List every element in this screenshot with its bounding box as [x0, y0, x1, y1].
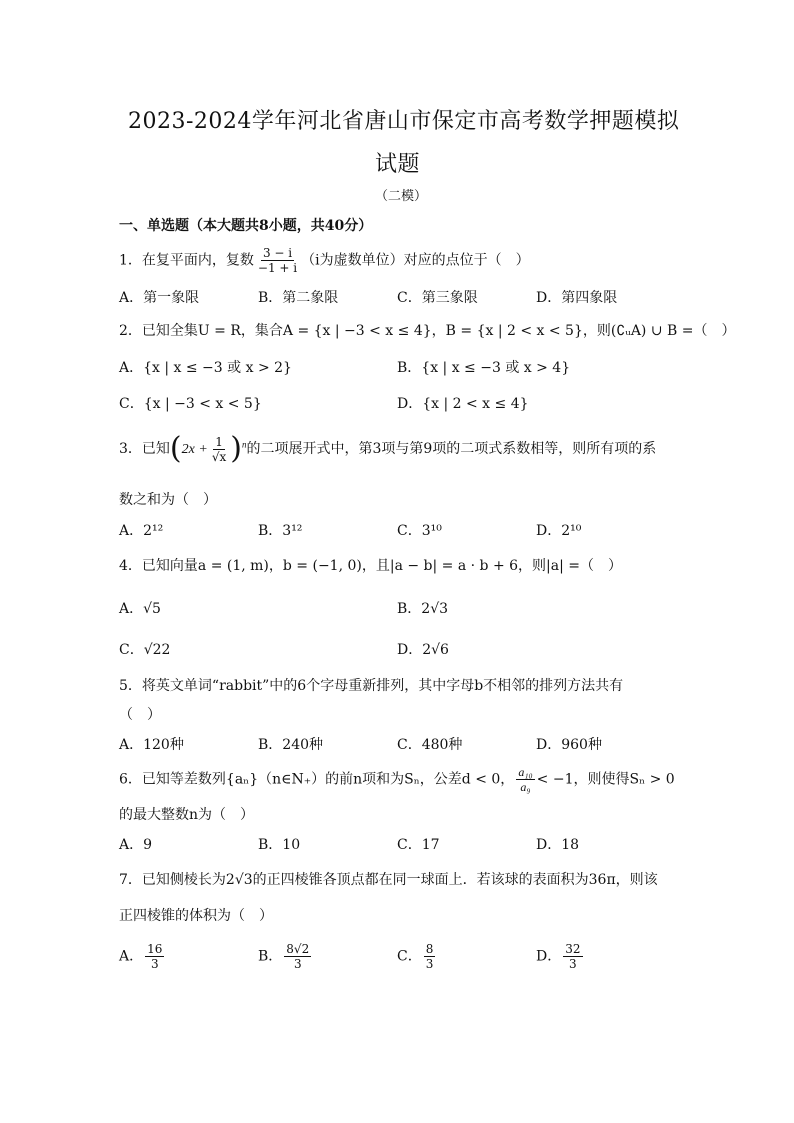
option-label: B．	[258, 948, 283, 965]
fraction-denominator: −1 + i	[257, 261, 298, 275]
q1-option-a[interactable]: A．第一象限	[119, 290, 200, 306]
q3-option-b[interactable]: B．3¹²	[258, 523, 303, 539]
question-2: 2．已知全集U = R，集合A = {x | −3 < x ≤ 4}，B = {x | 2 < x < 5}，则(∁ᵤA) ∪ B =（ ）	[119, 323, 736, 339]
section-heading: 一、单选题（本大题共8小题，共40分）	[119, 218, 373, 234]
question-1	[119, 246, 530, 275]
option-label: C．	[397, 948, 422, 965]
fraction-denominator: a₉	[520, 780, 531, 794]
question-3-expr: 2x +	[181, 442, 208, 457]
page-title-line1: 2023-2024学年河北省唐山市保定市高考数学押题模拟	[128, 109, 680, 134]
question-1-post: （i为虚数单位）对应的点位于（ ）	[301, 252, 530, 269]
q7-option-a[interactable]	[119, 942, 166, 971]
q6-option-c[interactable]: C．17	[397, 837, 440, 853]
option-fraction	[424, 942, 436, 971]
q7-option-c[interactable]	[397, 942, 437, 971]
left-paren-icon: (	[169, 431, 182, 466]
q2-option-d[interactable]: D．{x | 2 < x ≤ 4}	[397, 396, 529, 412]
q1-option-b[interactable]: B．第二象限	[258, 290, 339, 306]
q2-option-b[interactable]: B．{x | x ≤ −3 或 x > 4}	[397, 360, 571, 376]
q5-option-b[interactable]: B．240种	[258, 737, 324, 753]
question-6	[119, 765, 675, 794]
right-paren-icon: )	[230, 431, 242, 466]
q3-option-a[interactable]: A．2¹²	[119, 523, 164, 539]
fraction-numerator: a₁₀	[518, 765, 533, 779]
question-3-line2: 数之和为（ ）	[119, 492, 217, 508]
q5-option-a[interactable]: A．120种	[119, 737, 184, 753]
question-5-line1: 5．将英文单词“rabbit”中的6个字母重新排列，其中字母b不相邻的排列方法共有	[119, 678, 624, 694]
fraction-numerator: 3 − i	[262, 246, 293, 260]
q7-option-b[interactable]	[258, 942, 313, 971]
question-1-pre: 1．在复平面内，复数	[119, 252, 254, 269]
question-4: 4．已知向量a = (1, m)，b = (−1, 0)，且|a − b| = a · b + 6，则|a| =（ ）	[119, 558, 623, 574]
q1-option-d[interactable]: D．第四象限	[536, 290, 618, 306]
q4-option-a[interactable]: A．√5	[119, 601, 161, 617]
q5-option-d[interactable]: D．960种	[536, 737, 602, 753]
q6-option-d[interactable]: D．18	[536, 837, 580, 853]
q2-option-a[interactable]: A．{x | x ≤ −3 或 x > 2}	[119, 360, 292, 376]
q3-option-d[interactable]: D．2¹⁰	[536, 523, 582, 539]
question-7-line1: 7．已知侧棱长为2√3的正四棱锥各顶点都在同一球面上．若该球的表面积为36π，则该	[119, 872, 658, 888]
option-fraction	[563, 942, 582, 971]
fraction-denominator: 3	[569, 957, 577, 971]
question-7-line2: 正四棱锥的体积为（ ）	[119, 908, 273, 924]
question-5-line2: （ ）	[119, 707, 161, 723]
q6-option-a[interactable]: A．9	[119, 837, 153, 853]
q4-option-c[interactable]: C．√22	[119, 642, 171, 658]
q4-option-d[interactable]: D．2√6	[397, 642, 449, 658]
fraction-numerator: 8	[425, 942, 434, 956]
question-3-post: 的二项展开式中，第3项与第9项的二项式系数相等，则所有项的系	[246, 441, 657, 457]
q4-option-b[interactable]: B．2√3	[397, 601, 449, 617]
q7-option-d[interactable]	[536, 942, 585, 971]
question-6-fraction	[516, 765, 534, 794]
option-label: A．	[119, 948, 144, 965]
fraction-denominator: 3	[150, 957, 159, 971]
q2-option-c[interactable]: C．{x | −3 < x < 5}	[119, 396, 262, 412]
q1-option-c[interactable]: C．第三象限	[397, 290, 478, 306]
option-fraction	[284, 942, 311, 971]
fraction-denominator: 3	[425, 957, 434, 971]
page-subtitle: （二模）	[375, 189, 428, 204]
option-label: D．	[536, 948, 562, 965]
question-6-line2: 的最大整数n为（ ）	[119, 807, 255, 823]
question-6-pre: 6．已知等差数列{aₙ}（n∈N₊）的前n项和为Sₙ，公差d < 0，	[119, 771, 515, 788]
option-fraction	[145, 942, 164, 971]
fraction-numerator: 32	[565, 942, 581, 956]
question-6-post: < −1，则使得Sₙ > 0	[536, 771, 675, 788]
question-3-fraction	[210, 435, 228, 464]
q6-option-b[interactable]: B．10	[258, 837, 301, 853]
q5-option-c[interactable]: C．480种	[397, 737, 463, 753]
question-3	[119, 431, 657, 466]
question-1-fraction	[256, 246, 299, 275]
fraction-numerator: 8√2	[286, 942, 310, 956]
fraction-numerator: 16	[147, 942, 163, 956]
fraction-denominator: √x	[211, 449, 227, 464]
q3-option-c[interactable]: C．3¹⁰	[397, 523, 442, 539]
question-3-pre: 3．已知	[119, 441, 170, 457]
question-3-power: n	[241, 439, 247, 450]
page-title-line2: 试题	[375, 152, 421, 177]
fraction-numerator: 1	[215, 434, 223, 449]
fraction-denominator: 3	[293, 957, 302, 971]
